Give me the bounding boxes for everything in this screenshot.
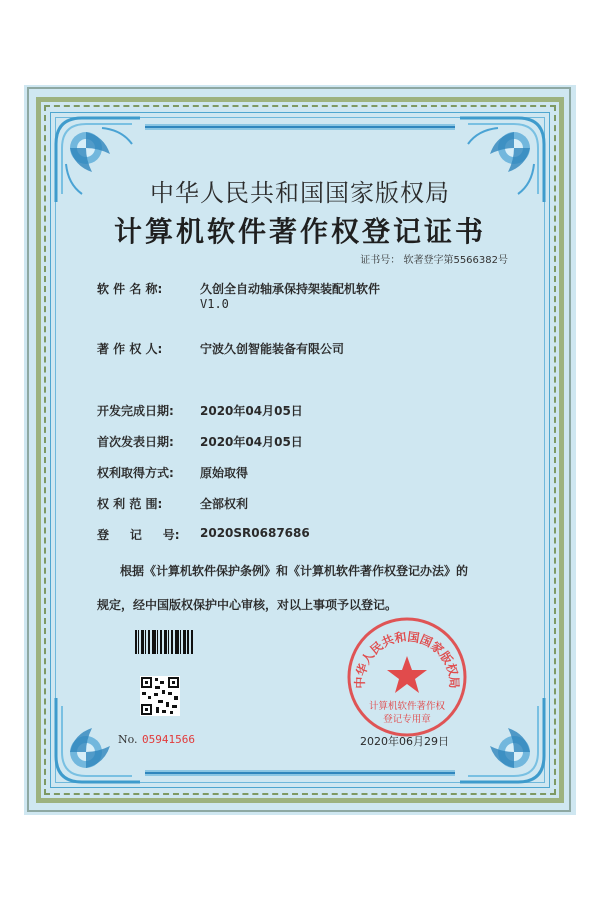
- registration-number-value: 2020SR0687686: [200, 526, 310, 540]
- barcode-icon: [135, 630, 193, 654]
- star-icon: [387, 656, 427, 693]
- issuer-title: 中华人民共和国国家版权局: [150, 179, 450, 207]
- certificate-number: 证书号： 软著登字第5566382号: [360, 255, 508, 266]
- rights-scope-value: 全部权利: [200, 497, 249, 511]
- acquisition-method-value: 原始取得: [200, 466, 249, 480]
- copyright-owner-label: 著 作 权 人:: [97, 342, 163, 356]
- acquisition-method-label: 权利取得方式:: [97, 466, 174, 480]
- certificate-title: 计算机软件著作权登记证书: [113, 215, 486, 248]
- seal-arc-text: 中华人民共和国国家版权局: [352, 629, 462, 689]
- statement-line-1: 根据《计算机软件保护条例》和《计算机软件著作权登记办法》的: [120, 564, 469, 578]
- software-version: V1.0: [200, 297, 229, 311]
- qr-code-icon: [140, 676, 180, 716]
- software-name-value: 久创全自动轴承保持架装配机软件: [200, 282, 381, 296]
- seal-line-2: 登记专用章: [383, 714, 431, 725]
- issue-date: 2020年06月29日: [360, 735, 449, 748]
- official-seal: [342, 612, 472, 742]
- copyright-owner-value: 宁波久创智能装备有限公司: [200, 342, 345, 356]
- serial-number: 05941566: [142, 733, 195, 746]
- serial-prefix: No.: [118, 733, 138, 746]
- seal-line-1: 计算机软件著作权: [368, 701, 446, 712]
- ornamental-bar: [145, 768, 455, 778]
- publish-date-label: 首次发表日期:: [97, 435, 174, 449]
- ornamental-bar: [145, 122, 455, 132]
- rights-scope-label: 权 利 范 围:: [97, 497, 163, 511]
- publish-date-value: 2020年04月05日: [200, 435, 303, 449]
- registration-number-label: 登 记 号:: [97, 528, 180, 542]
- development-date-label: 开发完成日期:: [97, 404, 174, 418]
- development-date-value: 2020年04月05日: [200, 404, 303, 418]
- software-name-label: 软 件 名 称:: [97, 282, 163, 296]
- statement-line-2: 规定，经中国版权保护中心审核，对以上事项予以登记。: [97, 598, 398, 612]
